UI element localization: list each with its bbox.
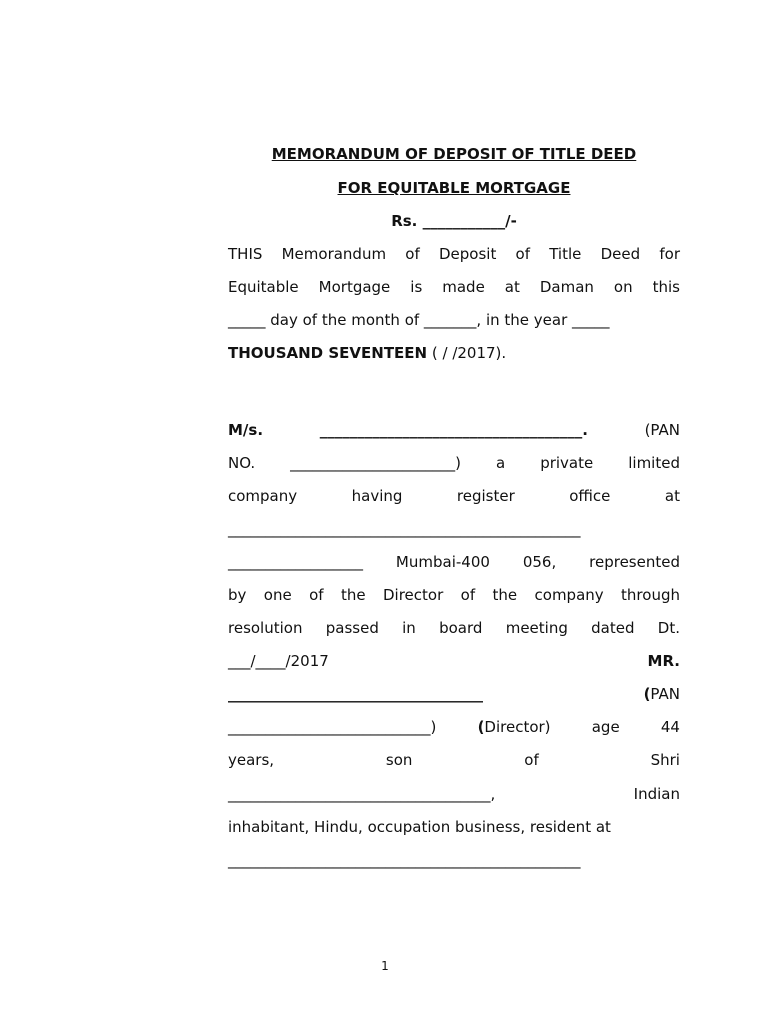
para2-line-2: NO. ______________________) a private limited [228,454,680,472]
para2-line-12: ___________________________________, Indian [228,785,680,803]
title-line-2: FOR EQUITABLE MORTGAGE [337,179,571,197]
title-line-1: MEMORANDUM OF DEPOSIT OF TITLE DEED [271,145,637,163]
amount-line: Rs. ___________/- [391,212,517,230]
para1-line-3: _____ day of the month of _______, in the year _____ [228,311,610,329]
para2-line-6: by one of the Director of the company through [228,586,680,604]
para2-line-10: ___________________________) (Director) age 44 [228,718,680,736]
para2-line-14: _______________________________________________ [228,851,581,869]
para2-line-1: M/s. ___________________________________. (PAN [228,421,680,439]
para1-line-4: THOUSAND SEVENTEEN ( / /2017). [228,344,507,362]
para2-line-5: __________________ Mumbai-400 056, represented [228,553,680,571]
para2-line-7: resolution passed in board meeting dated Dt. [228,619,680,637]
para1-line-2: Equitable Mortgage is made at Daman on this [228,278,680,296]
para2-line-8: ___/____/2017 MR. [228,652,680,670]
para2-line-11: years, son of Shri [228,751,680,769]
para2-line-13: inhabitant, Hindu, occupation business, resident at [228,818,611,836]
para2-line-9: __________________________________ (PAN [228,685,680,703]
page-number: 1 [381,959,389,973]
para1-line-1: THIS Memorandum of Deposit of Title Deed for [228,245,680,263]
para2-line-4: _______________________________________________ [228,520,581,538]
para2-line-3: company having register office at [228,487,680,505]
